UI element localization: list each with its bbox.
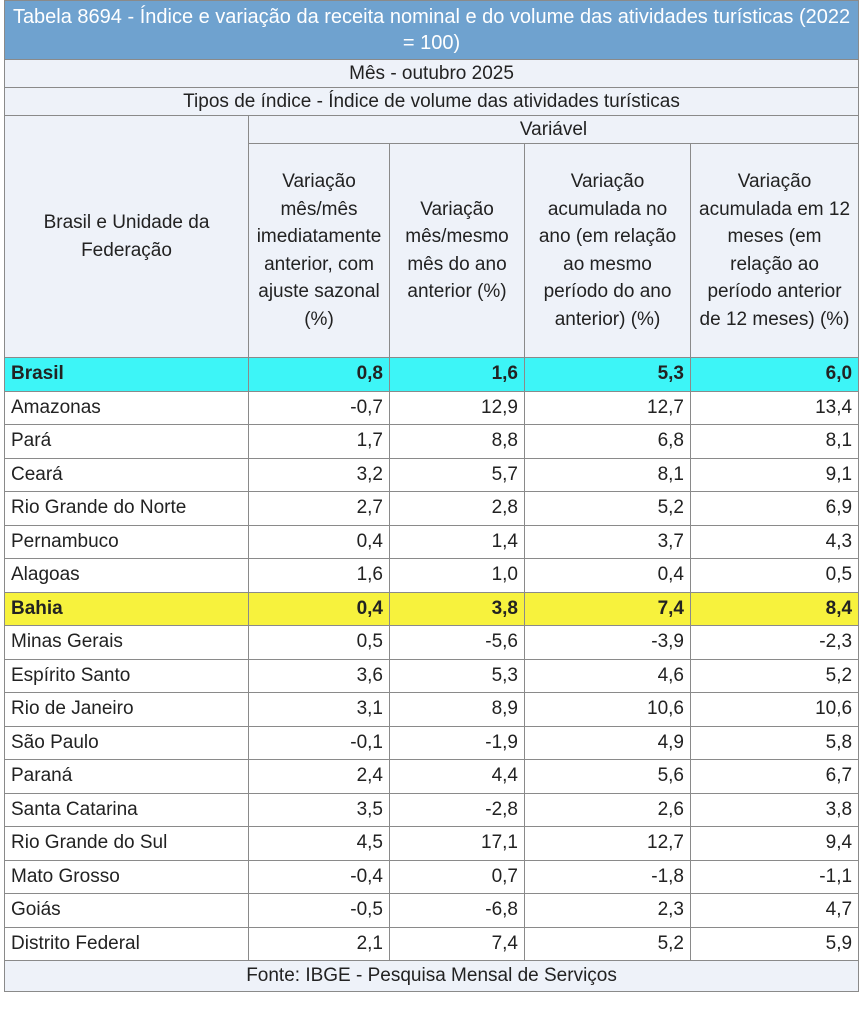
value-cell: 4,9 [525, 726, 691, 760]
value-cell: 7,4 [525, 592, 691, 626]
value-cell: 0,8 [249, 358, 390, 392]
value-cell: 4,3 [691, 525, 859, 559]
value-cell: -0,4 [249, 860, 390, 894]
value-cell: 6,9 [691, 492, 859, 526]
table-row [5, 860, 859, 894]
value-cell: 3,2 [249, 458, 390, 492]
value-cell: 9,4 [691, 827, 859, 861]
state-name-cell: Rio Grande do Norte [5, 492, 249, 526]
value-cell: -1,9 [390, 726, 525, 760]
value-cell: 5,3 [390, 659, 525, 693]
value-cell: 5,6 [525, 760, 691, 794]
state-name-cell: Ceará [5, 458, 249, 492]
value-cell: 10,6 [691, 693, 859, 727]
table-row [5, 793, 859, 827]
value-cell: 2,4 [249, 760, 390, 794]
row-header: Brasil e Unidade da Federação [5, 116, 249, 358]
state-name-cell: Santa Catarina [5, 793, 249, 827]
value-cell: 2,6 [525, 793, 691, 827]
table-row [5, 693, 859, 727]
index-type-label: Tipos de índice - Índice de volume das atividades turísticas [5, 88, 859, 116]
column-header: Variação mês/mês imediatamente anterior, com ajuste sazonal (%) [249, 144, 390, 358]
value-cell: 8,8 [390, 425, 525, 459]
value-cell: 5,8 [691, 726, 859, 760]
table-body [5, 358, 859, 961]
value-cell: 4,6 [525, 659, 691, 693]
table-row [5, 391, 859, 425]
table-title: Tabela 8694 - Índice e variação da receita nominal e do volume das atividades turísticas (2022 = 100) [5, 1, 859, 60]
value-cell: -0,7 [249, 391, 390, 425]
value-cell: 12,7 [525, 391, 691, 425]
state-name-cell: Distrito Federal [5, 927, 249, 961]
table-row [5, 659, 859, 693]
state-name-cell: Minas Gerais [5, 626, 249, 660]
value-cell: -3,9 [525, 626, 691, 660]
value-cell: 8,4 [691, 592, 859, 626]
table-row [5, 894, 859, 928]
state-name-cell: Amazonas [5, 391, 249, 425]
value-cell: 6,8 [525, 425, 691, 459]
column-header: Variação mês/mesmo mês do ano anterior (%) [390, 144, 525, 358]
value-cell: -1,8 [525, 860, 691, 894]
table-row [5, 760, 859, 794]
value-cell: 2,8 [390, 492, 525, 526]
state-name-cell: Pernambuco [5, 525, 249, 559]
value-cell: 12,9 [390, 391, 525, 425]
value-cell: 4,4 [390, 760, 525, 794]
value-cell: 0,5 [691, 559, 859, 593]
value-cell: 5,9 [691, 927, 859, 961]
value-cell: -5,6 [390, 626, 525, 660]
value-cell: 3,8 [691, 793, 859, 827]
value-cell: 5,2 [691, 659, 859, 693]
state-name-cell: Rio de Janeiro [5, 693, 249, 727]
value-cell: 1,7 [249, 425, 390, 459]
state-name-cell: Goiás [5, 894, 249, 928]
column-header: Variação acumulada no ano (em relação ao mesmo período do ano anterior) (%) [525, 144, 691, 358]
value-cell: 2,7 [249, 492, 390, 526]
value-cell: 3,1 [249, 693, 390, 727]
value-cell: 5,3 [525, 358, 691, 392]
value-cell: -2,3 [691, 626, 859, 660]
state-name-cell: Rio Grande do Sul [5, 827, 249, 861]
state-name-cell: São Paulo [5, 726, 249, 760]
table-row [5, 525, 859, 559]
month-label: Mês - outubro 2025 [5, 60, 859, 88]
value-cell: 0,5 [249, 626, 390, 660]
value-cell: 1,4 [390, 525, 525, 559]
table-row [5, 726, 859, 760]
value-cell: 1,0 [390, 559, 525, 593]
table-row [5, 827, 859, 861]
value-cell: 8,1 [691, 425, 859, 459]
state-name-cell: Pará [5, 425, 249, 459]
table-row [5, 358, 859, 392]
value-cell: 6,7 [691, 760, 859, 794]
state-name-cell: Paraná [5, 760, 249, 794]
state-name-cell: Brasil [5, 358, 249, 392]
value-cell: 3,6 [249, 659, 390, 693]
column-header: Variação acumulada em 12 meses (em relação ao período anterior de 12 meses) (%) [691, 144, 859, 358]
value-cell: 2,1 [249, 927, 390, 961]
data-table [4, 0, 859, 992]
value-cell: 0,4 [525, 559, 691, 593]
state-name-cell: Mato Grosso [5, 860, 249, 894]
value-cell: 4,7 [691, 894, 859, 928]
value-cell: 0,4 [249, 525, 390, 559]
table-row [5, 559, 859, 593]
variable-header: Variável [249, 116, 859, 144]
value-cell: 4,5 [249, 827, 390, 861]
value-cell: -0,5 [249, 894, 390, 928]
value-cell: 7,4 [390, 927, 525, 961]
state-name-cell: Bahia [5, 592, 249, 626]
table-row [5, 492, 859, 526]
value-cell: 8,9 [390, 693, 525, 727]
value-cell: 13,4 [691, 391, 859, 425]
value-cell: 10,6 [525, 693, 691, 727]
source-footer: Fonte: IBGE - Pesquisa Mensal de Serviços [5, 961, 859, 992]
value-cell: 17,1 [390, 827, 525, 861]
value-cell: 5,2 [525, 492, 691, 526]
value-cell: 0,4 [249, 592, 390, 626]
value-cell: -1,1 [691, 860, 859, 894]
value-cell: 0,7 [390, 860, 525, 894]
value-cell: -2,8 [390, 793, 525, 827]
table-row [5, 927, 859, 961]
value-cell: 2,3 [525, 894, 691, 928]
value-cell: 3,5 [249, 793, 390, 827]
value-cell: 3,8 [390, 592, 525, 626]
value-cell: 5,7 [390, 458, 525, 492]
value-cell: 9,1 [691, 458, 859, 492]
value-cell: 1,6 [390, 358, 525, 392]
value-cell: 3,7 [525, 525, 691, 559]
state-name-cell: Alagoas [5, 559, 249, 593]
value-cell: -0,1 [249, 726, 390, 760]
value-cell: 5,2 [525, 927, 691, 961]
value-cell: -6,8 [390, 894, 525, 928]
value-cell: 6,0 [691, 358, 859, 392]
table-row [5, 425, 859, 459]
state-name-cell: Espírito Santo [5, 659, 249, 693]
table-row [5, 592, 859, 626]
value-cell: 12,7 [525, 827, 691, 861]
table-row [5, 458, 859, 492]
table-row [5, 626, 859, 660]
value-cell: 8,1 [525, 458, 691, 492]
value-cell: 1,6 [249, 559, 390, 593]
